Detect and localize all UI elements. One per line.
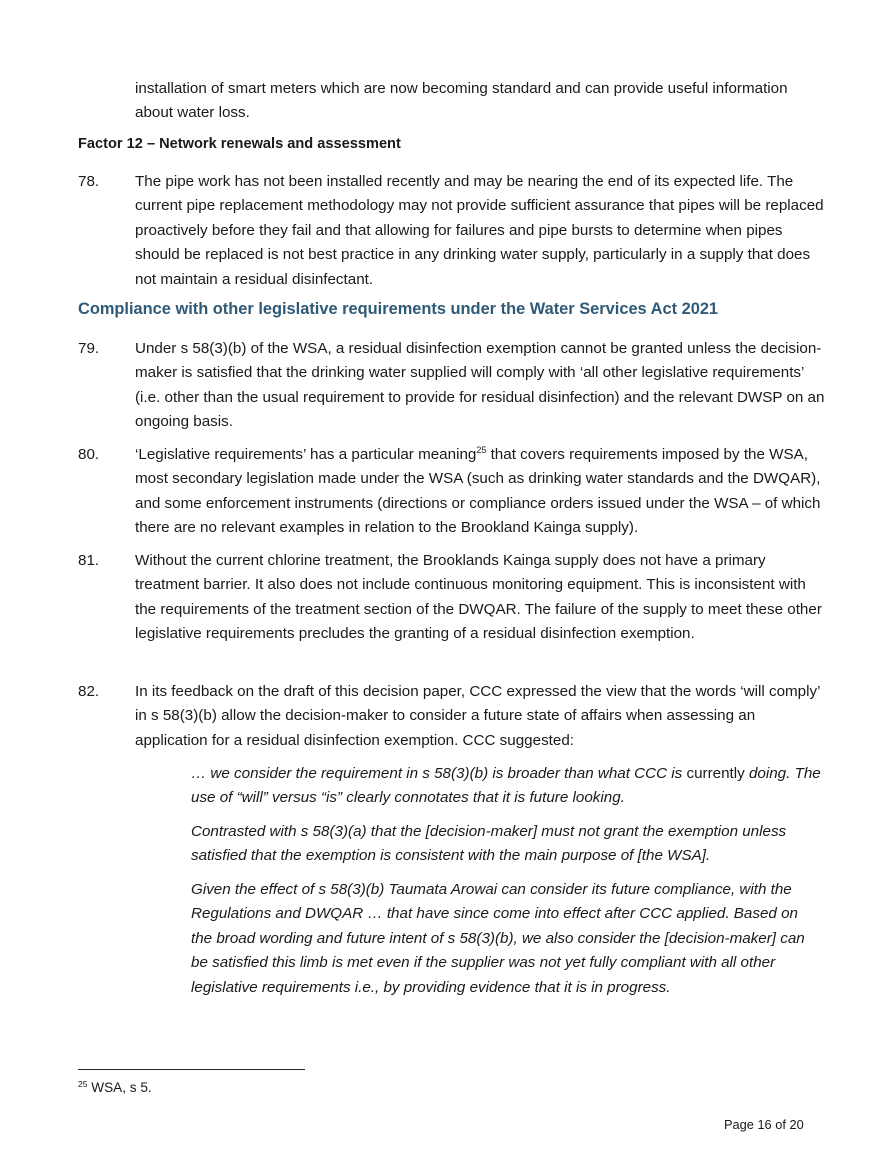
footnote-reference[interactable]: 25	[476, 445, 487, 455]
paragraph-79: Under s 58(3)(b) of the WSA, a residual disinfection exemption cannot be granted unless the decision-maker is satisfied that the drinking water supplied will comply with ‘all other legislative requirements’ (i.e. other than the usual requirement to provide for residual disinfection) and the relevant DWSP on an ongoing basis.	[135, 340, 825, 431]
paragraph-number-80: 80.	[78, 446, 100, 463]
paragraph-number-82: 82.	[78, 683, 100, 700]
paragraph-80-text-before: ‘Legislative requirements’ has a particular meaning	[135, 446, 477, 463]
paragraph-81: Without the current chlorine treatment, the Brooklands Kainga supply does not have a primary treatment barrier. It also does not include continuous monitoring equipment. This is inconsistent with the requirements of the treatment section of the DWQAR. The failure of the supply to meet these other legislative requirements precludes the granting of a residual disinfection exemption.	[135, 552, 822, 643]
quote-1	[191, 762, 821, 811]
quote-1-upright-word: currently	[686, 765, 745, 782]
continued-paragraph: installation of smart meters which are now becoming standard and can provide useful information about water loss.	[135, 80, 788, 122]
footnote-number: 25	[78, 1079, 88, 1089]
footnote-text: WSA, s 5.	[87, 1080, 152, 1095]
quote-3: Given the effect of s 58(3)(b) Taumata Arowai can consider its future compliance, with the Regulations and DWQAR … that have since come into effect after CCC applied. Based on the broad wording and future intent of s 58(3)(b), we also consider the [decision-maker] can be satisfied this limb is met even if the supplier was not yet fully compliant with all other legislative requirements i.e., by providing evidence that it is in progress.	[191, 881, 805, 996]
paragraph-78: The pipe work has not been installed recently and may be nearing the end of its expected life. The current pipe replacement methodology may not provide sufficient assurance that pipes will be replaced proactively before they fail and that allowing for failures and pipe bursts to determine when pipes should be replaced is not best practice in any drinking water supply, particularly in a supply that does not maintain a residual disinfectant.	[135, 173, 824, 288]
paragraph-number-79: 79.	[78, 340, 100, 357]
paragraph-number-81: 81.	[78, 552, 100, 569]
quote-1-part-3: doing. The use of “will” versus “is” clearly connotates that it is future looking.	[191, 765, 821, 807]
paragraph-number-78: 78.	[78, 173, 100, 190]
section-heading: Compliance with other legislative requirements under the Water Services Act 2021	[78, 300, 719, 318]
footnote	[78, 1080, 152, 1095]
page-number: Page 16 of 20	[724, 1117, 804, 1132]
paragraph-80	[135, 443, 825, 541]
factor-heading: Factor 12 – Network renewals and assessment	[78, 136, 401, 152]
paragraph-80-text-after: that covers requirements imposed by the WSA, most secondary legislation made under the WSA (such as drinking water standards and the DWQAR), and some enforcement instruments (directions or compliance orders issued under the WSA – of which there are no relevant examples in relation to the Brookland Kainga supply).	[135, 446, 821, 537]
quote-2: Contrasted with s 58(3)(a) that the [decision-maker] must not grant the exemption unless satisfied that the exemption is consistent with the main purpose of [the WSA].	[191, 823, 787, 865]
paragraph-82: In its feedback on the draft of this decision paper, CCC expressed the view that the words ‘will comply’ in s 58(3)(b) allow the decision-maker to consider a future state of affairs when assessing an application for a residual disinfection exemption. CCC suggested:	[135, 683, 820, 749]
quote-1-part-1: … we consider the requirement in s 58(3)(b) is broader than what CCC is	[191, 765, 687, 782]
footnote-separator	[78, 1069, 305, 1070]
